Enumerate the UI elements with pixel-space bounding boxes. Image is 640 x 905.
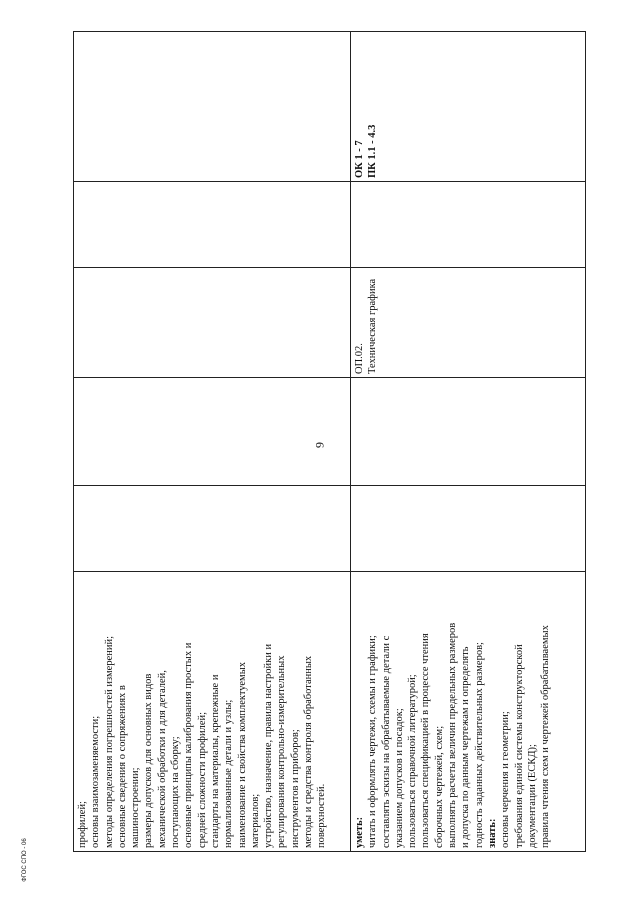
list-item: основы взаимозаменяемости;	[90, 715, 102, 848]
list-item: документации (ЕСКД);	[526, 744, 538, 848]
list-item: методы определения погрешностей измерений;	[103, 635, 115, 848]
list-item: и допуска по данным чертежам и определять	[460, 646, 472, 848]
list-item: профилей;	[77, 801, 88, 848]
list-item: поверхностей.	[316, 783, 328, 848]
empty-cell	[74, 182, 351, 268]
list-item: инструментов и приборов;	[289, 729, 301, 848]
list-item: регулирования контрольно-измерительных	[276, 655, 288, 848]
competencies-cell	[351, 32, 586, 182]
table-row	[74, 32, 351, 852]
content-cell	[351, 572, 586, 852]
list-item: требования единой системы конструкторской	[513, 644, 525, 848]
empty-cell	[351, 182, 586, 268]
list-item: сборочных чертежей, схем;	[433, 725, 445, 848]
list-item: правила чтения схем и чертежей обрабатываемых	[540, 625, 552, 848]
table-row	[351, 32, 586, 852]
content-list	[76, 575, 329, 848]
empty-cell	[74, 378, 351, 486]
footer-code: ФГОС СПО - 06	[22, 838, 28, 882]
empty-cell	[351, 378, 586, 486]
discipline-cell	[351, 268, 586, 378]
content-list	[353, 575, 552, 848]
empty-cell	[351, 486, 586, 572]
list-item: размеры допусков для основных видов	[143, 673, 155, 848]
discipline-name: Техническая графика	[367, 278, 379, 374]
list-item: поступающих на сборку;	[170, 736, 182, 848]
empty-cell	[74, 32, 351, 182]
list-item: выполнять расчеты величин предельных размеров	[447, 622, 459, 848]
empty-cell	[74, 486, 351, 572]
knowledge-label: знать:	[486, 818, 498, 848]
curriculum-table	[73, 31, 586, 852]
list-item: основные сведения о сопряжениях в	[116, 685, 128, 848]
discipline-code: ОП.02.	[354, 343, 365, 374]
list-item: пользоваться справочной литературой;	[407, 674, 419, 848]
list-item: основные принципы калибрования простых и	[183, 642, 195, 848]
rotated-page-content	[73, 32, 585, 852]
list-item: методы и средства контроля обработанных	[303, 655, 315, 848]
list-item: механической обработки и для деталей,	[156, 670, 168, 848]
list-item: указанием допусков и посадок;	[393, 708, 405, 848]
list-item: годность заданных действительных размеров;	[473, 642, 485, 848]
skills-label: уметь:	[354, 816, 365, 848]
list-item: машиностроении;	[130, 767, 142, 848]
list-item: материалов;	[249, 793, 261, 848]
list-item: пользоваться спецификацией в процессе чтения	[420, 633, 432, 848]
list-item: средней сложности профилей;	[196, 711, 208, 848]
list-item: составлять эскизы на обрабатываемые детали с	[380, 635, 392, 848]
page-number: 9	[312, 442, 327, 448]
list-item: устройство, назначение, правила настройки и	[263, 643, 275, 848]
empty-cell	[74, 268, 351, 378]
competency-pk: ПК 1.1 - 4.3	[367, 124, 379, 178]
list-item: основы черчения и геометрии;	[500, 711, 512, 848]
list-item: стандарты на материалы, крепежные и	[209, 674, 221, 848]
list-item: нормализованные детали и узлы;	[223, 699, 235, 848]
list-item: наименование и свойства комплектуемых	[236, 661, 248, 848]
content-cell	[74, 572, 351, 852]
list-item: читать и оформлять чертежи, схемы и графики;	[367, 635, 379, 848]
competency-ok: ОК 1 - 7	[354, 140, 365, 178]
